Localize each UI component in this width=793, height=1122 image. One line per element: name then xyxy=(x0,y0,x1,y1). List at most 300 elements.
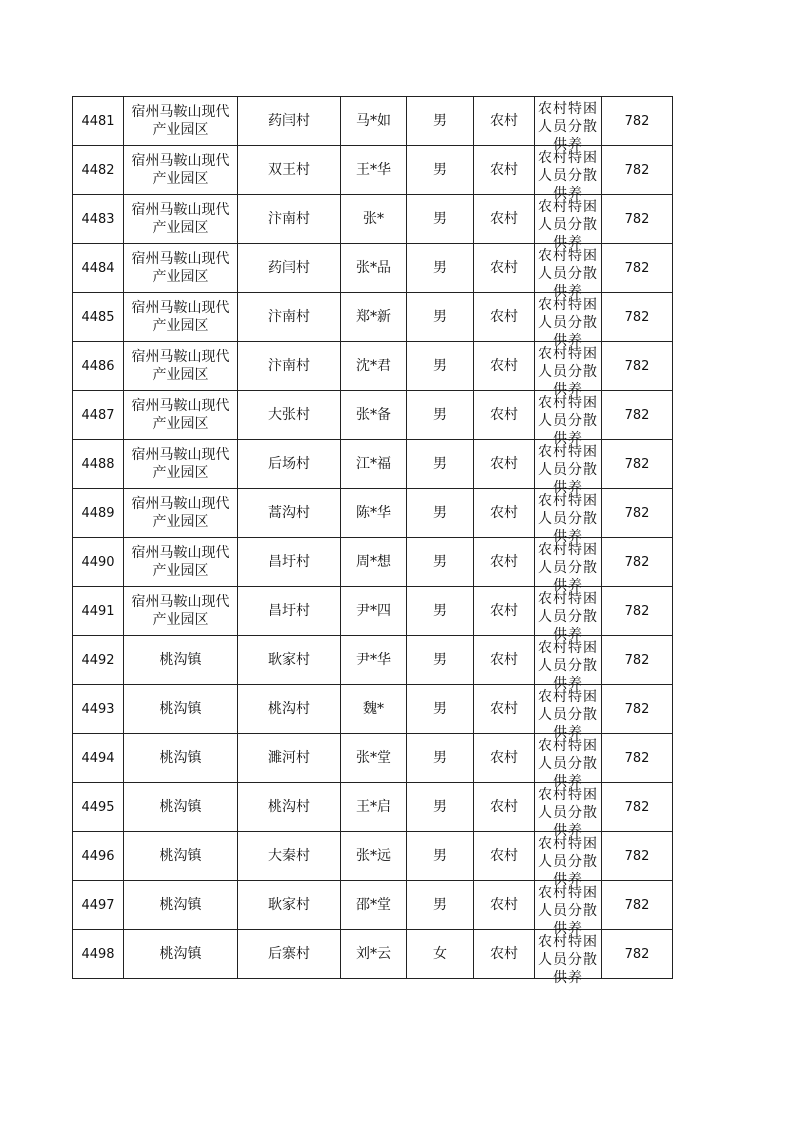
beneficiary-table xyxy=(72,96,673,986)
residence-type-text: 农村 xyxy=(490,210,518,227)
village-cell xyxy=(238,97,341,146)
person-name-text: 尹*四 xyxy=(356,602,391,619)
serial-number-cell xyxy=(73,97,124,146)
gender-text: 男 xyxy=(433,798,447,815)
serial-number-cell xyxy=(73,244,124,293)
gender-text: 男 xyxy=(433,602,447,619)
township-text: 桃沟镇 xyxy=(159,848,202,864)
village-text: 药闫村 xyxy=(268,112,310,129)
village-cell xyxy=(238,783,341,832)
table-row xyxy=(73,636,673,685)
support-category-text: 农村特困人员分散供养 xyxy=(538,444,598,496)
gender-cell xyxy=(407,440,474,489)
support-category-text: 农村特困人员分散供养 xyxy=(538,297,598,349)
table-row xyxy=(73,930,673,979)
residence-type-cell xyxy=(474,930,535,979)
township-text: 桃沟镇 xyxy=(159,946,202,962)
village-text: 蒿沟村 xyxy=(268,504,310,521)
person-name-text: 江*福 xyxy=(356,455,391,472)
gender-cell xyxy=(407,489,474,538)
village-cell xyxy=(238,538,341,587)
person-name-text: 张*品 xyxy=(356,259,391,276)
person-name-cell xyxy=(341,342,407,391)
amount-text: 782 xyxy=(624,799,650,815)
gender-text: 男 xyxy=(433,455,447,472)
amount-cell xyxy=(602,244,673,293)
gender-text: 男 xyxy=(433,504,447,521)
residence-type-cell xyxy=(474,538,535,587)
township-text: 宿州马鞍山现代产业园区 xyxy=(131,545,230,579)
residence-type-cell xyxy=(474,685,535,734)
serial-number-text: 4497 xyxy=(81,897,115,913)
serial-number-text: 4496 xyxy=(81,848,115,864)
table-row xyxy=(73,489,673,538)
support-category-text: 农村特困人员分散供养 xyxy=(538,738,598,790)
amount-text: 782 xyxy=(624,211,650,227)
table-row xyxy=(73,97,673,146)
township-cell xyxy=(124,636,238,685)
gender-cell xyxy=(407,244,474,293)
gender-cell xyxy=(407,293,474,342)
village-cell xyxy=(238,489,341,538)
person-name-cell xyxy=(341,832,407,881)
table-row xyxy=(73,587,673,636)
support-category-cell xyxy=(535,930,602,986)
residence-type-cell xyxy=(474,440,535,489)
residence-type-cell xyxy=(474,97,535,146)
residence-type-cell xyxy=(474,342,535,391)
serial-number-text: 4481 xyxy=(81,113,115,129)
amount-text: 782 xyxy=(624,946,650,962)
person-name-cell xyxy=(341,440,407,489)
person-name-cell xyxy=(341,538,407,587)
village-text: 后寨村 xyxy=(268,945,310,962)
village-cell xyxy=(238,636,341,685)
amount-text: 782 xyxy=(624,554,650,570)
support-category-text: 农村特困人员分散供养 xyxy=(538,346,598,398)
serial-number-text: 4493 xyxy=(81,701,115,717)
residence-type-cell xyxy=(474,881,535,930)
village-cell xyxy=(238,391,341,440)
township-text: 宿州马鞍山现代产业园区 xyxy=(131,202,230,236)
support-category-cell xyxy=(535,391,602,447)
amount-text: 782 xyxy=(624,260,650,276)
serial-number-text: 4498 xyxy=(81,946,115,962)
township-cell xyxy=(124,930,238,979)
residence-type-text: 农村 xyxy=(490,308,518,325)
residence-type-text: 农村 xyxy=(490,945,518,962)
gender-cell xyxy=(407,930,474,979)
support-category-text: 农村特困人员分散供养 xyxy=(538,640,598,692)
township-cell xyxy=(124,146,238,195)
township-text: 桃沟镇 xyxy=(159,799,202,815)
serial-number-cell xyxy=(73,342,124,391)
amount-text: 782 xyxy=(624,407,650,423)
township-cell xyxy=(124,440,238,489)
serial-number-cell xyxy=(73,440,124,489)
serial-number-text: 4485 xyxy=(81,309,115,325)
gender-cell xyxy=(407,538,474,587)
person-name-cell xyxy=(341,783,407,832)
serial-number-cell xyxy=(73,587,124,636)
village-cell xyxy=(238,587,341,636)
township-text: 宿州马鞍山现代产业园区 xyxy=(131,594,230,628)
serial-number-text: 4482 xyxy=(81,162,115,178)
serial-number-cell xyxy=(73,832,124,881)
support-category-cell xyxy=(535,293,602,349)
serial-number-text: 4487 xyxy=(81,407,115,423)
township-text: 宿州马鞍山现代产业园区 xyxy=(131,398,230,432)
residence-type-cell xyxy=(474,636,535,685)
person-name-cell xyxy=(341,685,407,734)
serial-number-text: 4490 xyxy=(81,554,115,570)
gender-text: 男 xyxy=(433,553,447,570)
support-category-cell xyxy=(535,538,602,594)
village-text: 汴南村 xyxy=(268,308,310,325)
residence-type-text: 农村 xyxy=(490,112,518,129)
support-category-text: 农村特困人员分散供养 xyxy=(538,101,598,153)
amount-cell xyxy=(602,342,673,391)
person-name-text: 王*华 xyxy=(356,161,391,178)
serial-number-cell xyxy=(73,685,124,734)
support-category-cell xyxy=(535,244,602,300)
township-text: 桃沟镇 xyxy=(159,652,202,668)
residence-type-text: 农村 xyxy=(490,651,518,668)
amount-cell xyxy=(602,881,673,930)
table-row xyxy=(73,685,673,734)
support-category-text: 农村特困人员分散供养 xyxy=(538,689,598,741)
village-cell xyxy=(238,342,341,391)
serial-number-cell xyxy=(73,783,124,832)
support-category-cell xyxy=(535,881,602,937)
gender-cell xyxy=(407,881,474,930)
person-name-cell xyxy=(341,489,407,538)
amount-cell xyxy=(602,538,673,587)
residence-type-text: 农村 xyxy=(490,896,518,913)
township-text: 桃沟镇 xyxy=(159,701,202,717)
residence-type-cell xyxy=(474,293,535,342)
amount-cell xyxy=(602,97,673,146)
serial-number-cell xyxy=(73,293,124,342)
amount-text: 782 xyxy=(624,750,650,766)
village-cell xyxy=(238,440,341,489)
table-row xyxy=(73,391,673,440)
person-name-text: 周*想 xyxy=(356,553,391,570)
village-text: 汴南村 xyxy=(268,357,310,374)
support-category-text: 农村特困人员分散供养 xyxy=(538,150,598,202)
table-row xyxy=(73,293,673,342)
support-category-text: 农村特困人员分散供养 xyxy=(538,199,598,251)
township-cell xyxy=(124,195,238,244)
serial-number-text: 4488 xyxy=(81,456,115,472)
person-name-cell xyxy=(341,244,407,293)
gender-cell xyxy=(407,734,474,783)
residence-type-text: 农村 xyxy=(490,259,518,276)
support-category-cell xyxy=(535,832,602,888)
table-row xyxy=(73,342,673,391)
serial-number-cell xyxy=(73,881,124,930)
residence-type-text: 农村 xyxy=(490,357,518,374)
village-cell xyxy=(238,930,341,979)
gender-cell xyxy=(407,783,474,832)
gender-text: 男 xyxy=(433,896,447,913)
support-category-text: 农村特困人员分散供养 xyxy=(538,934,598,986)
serial-number-cell xyxy=(73,636,124,685)
village-text: 大张村 xyxy=(268,406,310,423)
support-category-cell xyxy=(535,636,602,692)
township-text: 宿州马鞍山现代产业园区 xyxy=(131,251,230,285)
table-body xyxy=(73,97,673,986)
person-name-cell xyxy=(341,97,407,146)
support-category-cell xyxy=(535,489,602,545)
township-cell xyxy=(124,293,238,342)
gender-text: 男 xyxy=(433,210,447,227)
township-text: 宿州马鞍山现代产业园区 xyxy=(131,496,230,530)
gender-text: 男 xyxy=(433,161,447,178)
amount-text: 782 xyxy=(624,603,650,619)
person-name-cell xyxy=(341,881,407,930)
person-name-cell xyxy=(341,636,407,685)
village-text: 桃沟村 xyxy=(268,700,310,717)
support-category-text: 农村特困人员分散供养 xyxy=(538,885,598,937)
township-cell xyxy=(124,685,238,734)
amount-text: 782 xyxy=(624,456,650,472)
township-text: 宿州马鞍山现代产业园区 xyxy=(131,349,230,383)
residence-type-text: 农村 xyxy=(490,602,518,619)
person-name-text: 张*远 xyxy=(356,847,391,864)
amount-text: 782 xyxy=(624,505,650,521)
amount-text: 782 xyxy=(624,897,650,913)
village-text: 耿家村 xyxy=(268,651,310,668)
residence-type-cell xyxy=(474,146,535,195)
serial-number-cell xyxy=(73,146,124,195)
township-cell xyxy=(124,244,238,293)
gender-cell xyxy=(407,391,474,440)
serial-number-text: 4492 xyxy=(81,652,115,668)
township-text: 宿州马鞍山现代产业园区 xyxy=(131,447,230,481)
amount-cell xyxy=(602,783,673,832)
amount-cell xyxy=(602,489,673,538)
support-category-text: 农村特困人员分散供养 xyxy=(538,395,598,447)
amount-cell xyxy=(602,587,673,636)
township-text: 桃沟镇 xyxy=(159,750,202,766)
person-name-text: 魏* xyxy=(363,700,384,717)
township-cell xyxy=(124,734,238,783)
serial-number-cell xyxy=(73,489,124,538)
amount-cell xyxy=(602,832,673,881)
gender-cell xyxy=(407,832,474,881)
amount-cell xyxy=(602,391,673,440)
gender-text: 男 xyxy=(433,847,447,864)
serial-number-cell xyxy=(73,538,124,587)
amount-cell xyxy=(602,293,673,342)
support-category-text: 农村特困人员分散供养 xyxy=(538,836,598,888)
table-row xyxy=(73,832,673,881)
support-category-cell xyxy=(535,342,602,398)
person-name-cell xyxy=(341,930,407,979)
table-row xyxy=(73,538,673,587)
village-cell xyxy=(238,293,341,342)
gender-text: 男 xyxy=(433,406,447,423)
serial-number-text: 4494 xyxy=(81,750,115,766)
person-name-cell xyxy=(341,293,407,342)
support-category-text: 农村特困人员分散供养 xyxy=(538,248,598,300)
serial-number-text: 4495 xyxy=(81,799,115,815)
person-name-text: 沈*君 xyxy=(356,357,391,374)
table-row xyxy=(73,195,673,244)
township-text: 宿州马鞍山现代产业园区 xyxy=(131,153,230,187)
support-category-cell xyxy=(535,440,602,496)
serial-number-text: 4489 xyxy=(81,505,115,521)
table-row xyxy=(73,440,673,489)
person-name-cell xyxy=(341,146,407,195)
township-cell xyxy=(124,489,238,538)
amount-text: 782 xyxy=(624,652,650,668)
table-row xyxy=(73,146,673,195)
township-cell xyxy=(124,832,238,881)
residence-type-text: 农村 xyxy=(490,455,518,472)
residence-type-cell xyxy=(474,489,535,538)
gender-text: 男 xyxy=(433,651,447,668)
person-name-text: 王*启 xyxy=(356,798,391,815)
support-category-cell xyxy=(535,587,602,643)
village-cell xyxy=(238,832,341,881)
residence-type-cell xyxy=(474,244,535,293)
amount-cell xyxy=(602,685,673,734)
table-row xyxy=(73,734,673,783)
person-name-text: 郑*新 xyxy=(356,308,391,325)
amount-cell xyxy=(602,146,673,195)
township-cell xyxy=(124,538,238,587)
support-category-cell xyxy=(535,734,602,790)
township-cell xyxy=(124,783,238,832)
gender-cell xyxy=(407,195,474,244)
gender-text: 男 xyxy=(433,700,447,717)
support-category-cell xyxy=(535,146,602,202)
person-name-cell xyxy=(341,195,407,244)
support-category-cell xyxy=(535,783,602,839)
township-cell xyxy=(124,342,238,391)
serial-number-text: 4483 xyxy=(81,211,115,227)
residence-type-text: 农村 xyxy=(490,553,518,570)
serial-number-cell xyxy=(73,734,124,783)
village-text: 后场村 xyxy=(268,455,310,472)
person-name-text: 邵*堂 xyxy=(356,896,391,913)
village-text: 耿家村 xyxy=(268,896,310,913)
amount-text: 782 xyxy=(624,701,650,717)
gender-text: 男 xyxy=(433,749,447,766)
residence-type-text: 农村 xyxy=(490,700,518,717)
support-category-cell xyxy=(535,97,602,153)
support-category-text: 农村特困人员分散供养 xyxy=(538,787,598,839)
residence-type-cell xyxy=(474,734,535,783)
person-name-text: 刘*云 xyxy=(356,945,391,962)
residence-type-text: 农村 xyxy=(490,847,518,864)
gender-cell xyxy=(407,685,474,734)
village-text: 药闫村 xyxy=(268,259,310,276)
residence-type-text: 农村 xyxy=(490,504,518,521)
township-text: 桃沟镇 xyxy=(159,897,202,913)
amount-cell xyxy=(602,734,673,783)
amount-text: 782 xyxy=(624,358,650,374)
village-text: 汴南村 xyxy=(268,210,310,227)
gender-text: 男 xyxy=(433,357,447,374)
amount-text: 782 xyxy=(624,162,650,178)
amount-text: 782 xyxy=(624,848,650,864)
residence-type-text: 农村 xyxy=(490,749,518,766)
village-text: 濉河村 xyxy=(268,749,310,766)
village-cell xyxy=(238,734,341,783)
township-cell xyxy=(124,881,238,930)
gender-cell xyxy=(407,587,474,636)
gender-cell xyxy=(407,97,474,146)
support-category-text: 农村特困人员分散供养 xyxy=(538,542,598,594)
village-cell xyxy=(238,881,341,930)
person-name-cell xyxy=(341,587,407,636)
township-text: 宿州马鞍山现代产业园区 xyxy=(131,300,230,334)
table-row xyxy=(73,244,673,293)
gender-text: 男 xyxy=(433,112,447,129)
village-cell xyxy=(238,685,341,734)
residence-type-cell xyxy=(474,391,535,440)
township-cell xyxy=(124,97,238,146)
person-name-cell xyxy=(341,734,407,783)
residence-type-cell xyxy=(474,832,535,881)
residence-type-cell xyxy=(474,587,535,636)
serial-number-cell xyxy=(73,930,124,979)
person-name-cell xyxy=(341,391,407,440)
residence-type-text: 农村 xyxy=(490,798,518,815)
gender-cell xyxy=(407,146,474,195)
amount-cell xyxy=(602,636,673,685)
support-category-text: 农村特困人员分散供养 xyxy=(538,493,598,545)
village-cell xyxy=(238,195,341,244)
gender-text: 男 xyxy=(433,259,447,276)
serial-number-text: 4486 xyxy=(81,358,115,374)
amount-text: 782 xyxy=(624,309,650,325)
person-name-text: 张* xyxy=(363,210,384,227)
village-text: 大秦村 xyxy=(268,847,310,864)
gender-text: 男 xyxy=(433,308,447,325)
gender-cell xyxy=(407,636,474,685)
gender-cell xyxy=(407,342,474,391)
table-row xyxy=(73,881,673,930)
serial-number-cell xyxy=(73,391,124,440)
village-cell xyxy=(238,244,341,293)
residence-type-text: 农村 xyxy=(490,161,518,178)
village-text: 昌圩村 xyxy=(268,602,310,619)
amount-cell xyxy=(602,440,673,489)
residence-type-cell xyxy=(474,783,535,832)
amount-cell xyxy=(602,930,673,979)
person-name-text: 尹*华 xyxy=(356,651,391,668)
person-name-text: 张*堂 xyxy=(356,749,391,766)
gender-text: 女 xyxy=(433,945,447,962)
residence-type-cell xyxy=(474,195,535,244)
serial-number-cell xyxy=(73,195,124,244)
residence-type-text: 农村 xyxy=(490,406,518,423)
serial-number-text: 4491 xyxy=(81,603,115,619)
person-name-text: 马*如 xyxy=(356,112,391,129)
person-name-text: 张*备 xyxy=(356,406,391,423)
amount-cell xyxy=(602,195,673,244)
township-cell xyxy=(124,587,238,636)
village-text: 昌圩村 xyxy=(268,553,310,570)
township-text: 宿州马鞍山现代产业园区 xyxy=(131,104,230,138)
amount-text: 782 xyxy=(624,113,650,129)
support-category-cell xyxy=(535,685,602,741)
table-row xyxy=(73,783,673,832)
